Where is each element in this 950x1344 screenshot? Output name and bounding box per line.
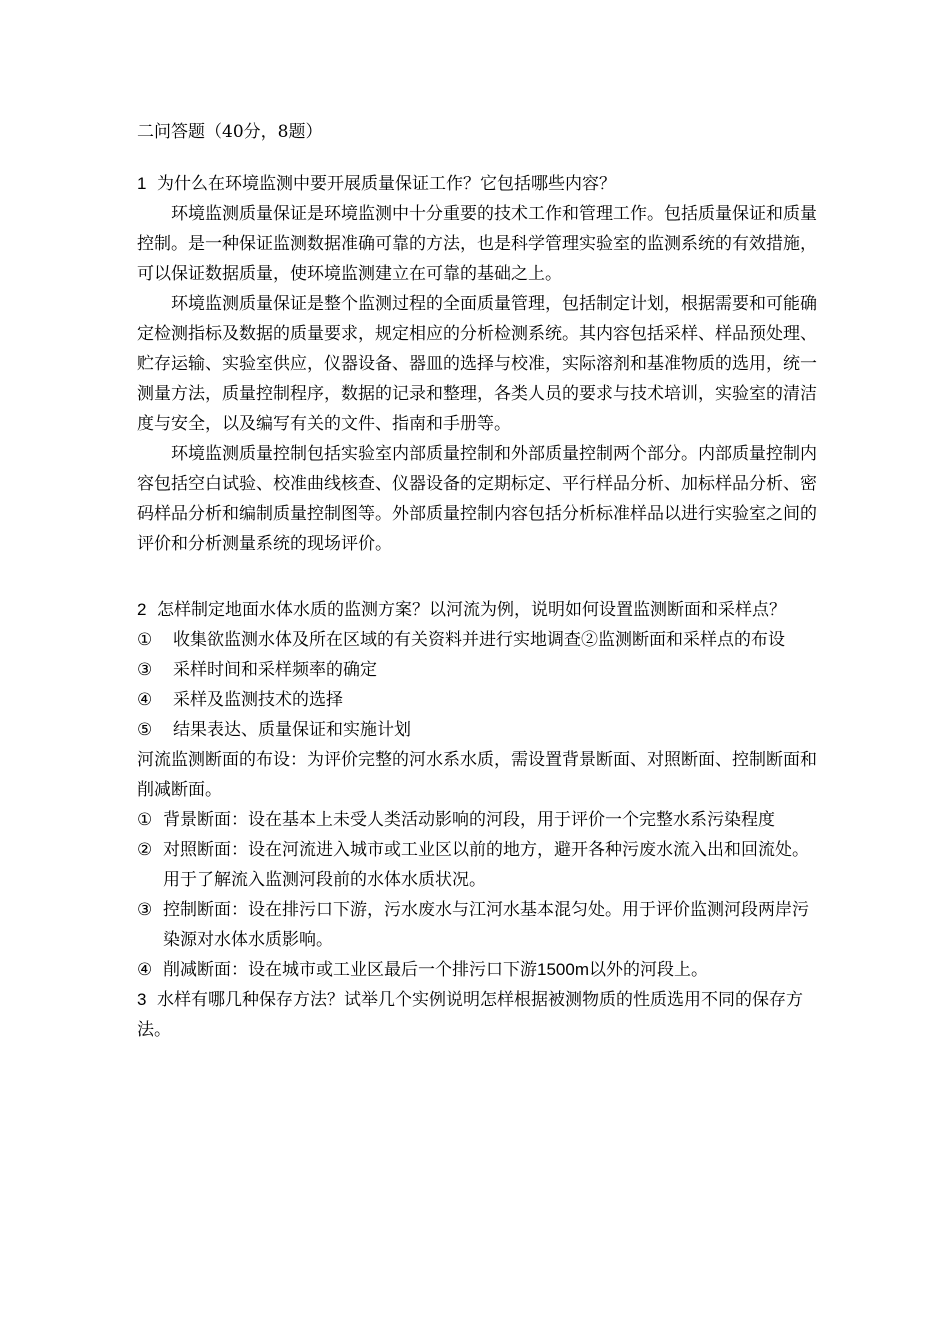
list-marker: ④ — [137, 690, 153, 710]
list-item — [137, 895, 825, 955]
question-1 — [137, 169, 825, 199]
question-number: 1 — [137, 174, 147, 193]
list-item — [137, 685, 825, 715]
question-number: 2 — [137, 600, 147, 619]
list-text — [163, 955, 825, 985]
list-text: 控制断面：设在排污口下游，污水废水与江河水基本混匀处。用于评价监测河段两岸污染源对水体水质影响。 — [163, 900, 809, 950]
list-marker: ② — [137, 840, 153, 860]
list-marker: ① — [137, 810, 153, 830]
question-2 — [137, 595, 825, 625]
list-text: 对照断面：设在河流进入城市或工业区以前的地方，避开各种污废水流入出和回流处。用于了解流入监测河段前的水体水质状况。 — [163, 840, 809, 890]
answer-paragraph-2: 环境监测质量保证是整个监测过程的全面质量管理，包括制定计划，根据需要和可能确定检测指标及数据的质量要求，规定相应的分析检测系统。其内容包括采样、样品预处理、贮存运输、实验室供应，仪器设备、器皿的选择与校准，实际溶剂和基准物质的选用，统一测量方法，质量控制程序，数据的记录和整理，各类人员的要求与技术培训，实验室的清洁度与安全，以及编写有关的文件、指南和手册等。 — [137, 294, 817, 434]
list-text: 结果表达、质量保证和实施计划 — [173, 720, 411, 740]
text-segment: 削减断面：设在城市或工业区最后一个排污口下游 — [163, 960, 537, 980]
list-marker: ③ — [137, 660, 153, 680]
list-text: 收集欲监测水体及所在区域的有关资料并进行实地调查②监测断面和采样点的布设 — [173, 630, 785, 650]
list-text: 背景断面：设在基本上未受人类活动影响的河段，用于评价一个完整水系污染程度 — [163, 810, 775, 830]
list-text: 采样及监测技术的选择 — [173, 690, 343, 710]
question-text: 为什么在环境监测中要开展质量保证工作？它包括哪些内容？ — [157, 174, 616, 194]
list-marker: ③ — [137, 900, 153, 920]
question-text: 怎样制定地面水体水质的监测方案？以河流为例，说明如何设置监测断面和采样点？ — [157, 600, 786, 620]
answer-paragraph-1: 环境监测质量保证是环境监测中十分重要的技术工作和管理工作。包括质量保证和质量控制。是一种保证监测数据准确可靠的方法，也是科学管理实验室的监测系统的有效措施，可以保证数据质量，使环境监测建立在可靠的基础之上。 — [137, 204, 817, 284]
list-marker: ⑤ — [137, 720, 153, 740]
list-item — [137, 955, 825, 985]
list-item — [137, 715, 825, 745]
list-item — [137, 835, 825, 895]
list-marker: ④ — [137, 960, 153, 980]
question-3 — [137, 985, 825, 1045]
list-marker: ① — [137, 630, 153, 650]
question-number: 3 — [137, 990, 147, 1009]
list-item — [137, 655, 825, 685]
list-item — [137, 625, 825, 655]
section-title: 二问答题（40分，8题） — [137, 122, 323, 142]
list-text: 采样时间和采样频率的确定 — [173, 660, 377, 680]
answer-paragraph-3: 环境监测质量控制包括实验室内部质量控制和外部质量控制两个部分。内部质量控制内容包括空白试验、校准曲线核查、仪器设备的定期标定、平行样品分析、加标样品分析、密码样品分析和编制质量控制图等。外部质量控制内容包括分析标准样品以进行实验室之间的评价和分析测量系统的现场评价。 — [137, 444, 817, 554]
text-segment: 以外的河段上。 — [588, 960, 708, 980]
question-text: 水样有哪几种保存方法？试举几个实例说明怎样根据被测物质的性质选用不同的保存方法。 — [137, 990, 803, 1040]
distance-value: 1500m — [537, 960, 589, 979]
monitoring-section-intro: 河流监测断面的布设：为评价完整的河水系水质，需设置背景断面、对照断面、控制断面和削减断面。 — [137, 750, 817, 800]
list-item — [137, 805, 825, 835]
